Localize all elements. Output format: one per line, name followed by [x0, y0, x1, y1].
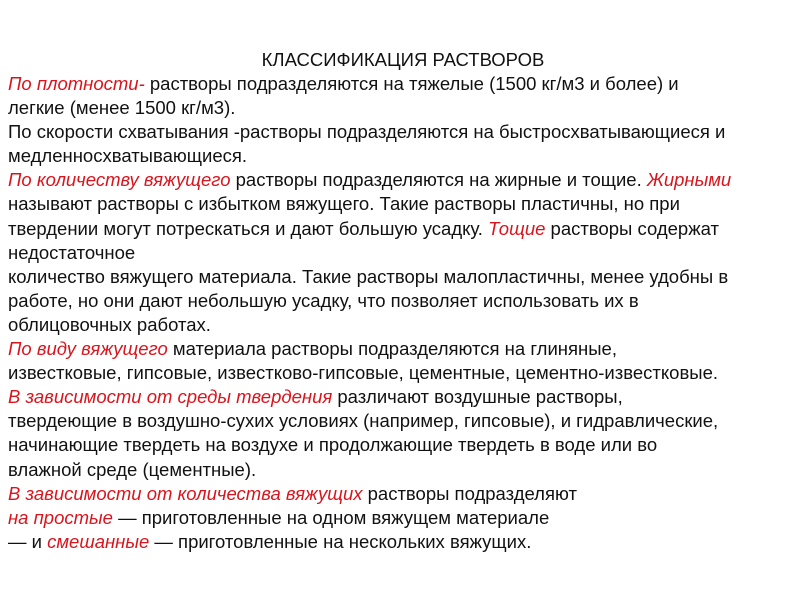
binder-count-text-2: — приготовленные на одном вяжущем материале — и [8, 506, 550, 552]
binder-quantity-text-3: растворы содержат недостаточное количество вяжущего материала. Такие растворы малопластичны, менее удобны в работе, но они дают небольшую усадку, что позволяет использовать их в облицовочных работах. [8, 217, 729, 335]
density-label: По плотности- [8, 73, 145, 94]
binder-quantity-text-2: называют растворы с избытком вяжущего. Такие растворы пластичны, но при твердении могут потрескаться и дают большую усадку. [8, 193, 680, 239]
binder-type-label: По виду вяжущего [8, 338, 168, 360]
lean-mortars-label: Тощие [488, 217, 546, 239]
fat-mortars-label: Жирными [646, 169, 732, 191]
hardening-medium-text: различают воздушные растворы, твердеющие в воздушно-сухих условиях (например, гипсовые), и гидравлические, начинающие твердеть на воздухе и продолжающие твердеть в воде или во влажной среде (цементные). [8, 386, 719, 480]
hardening-medium-label: В зависимости от среды твердения [8, 386, 333, 408]
binder-count-text-1: растворы подразделяют [367, 482, 577, 504]
setting-speed-text: По скорости схватывания -растворы подразделяются на быстросхватывающиеся и медленносхватывающиеся. [8, 121, 726, 167]
binder-count-text-3: — приготовленные на нескольких вяжущих. [149, 530, 532, 552]
paragraph-density [8, 72, 792, 120]
slide-content [8, 48, 792, 554]
paragraph-binder-type [8, 337, 792, 385]
binder-quantity-label: По количеству вяжущего [8, 169, 231, 191]
binder-type-text: материала растворы подразделяются на глиняные, известковые, гипсовые, известково-гипсовые, цементные, цементно-известковые. [8, 338, 719, 384]
density-text: растворы подразделяются на тяжелые (1500 кг/м3 и более) и легкие (менее 1500 кг/м3). [8, 73, 679, 119]
binder-count-label: В зависимости от количества вяжущих [8, 482, 363, 504]
paragraph-setting-speed [8, 120, 792, 168]
slide-title: КЛАССИФИКАЦИЯ РАСТВОРОВ [261, 49, 545, 70]
binder-quantity-text-1: растворы подразделяются на жирные и тощие. [230, 169, 647, 191]
paragraph-hardening-medium [8, 385, 792, 481]
paragraph-binder-count [8, 482, 792, 554]
mixed-mortars-label: смешанные [47, 530, 150, 552]
simple-mortars-label: на простые [8, 506, 113, 528]
paragraph-binder-quantity [8, 168, 792, 337]
